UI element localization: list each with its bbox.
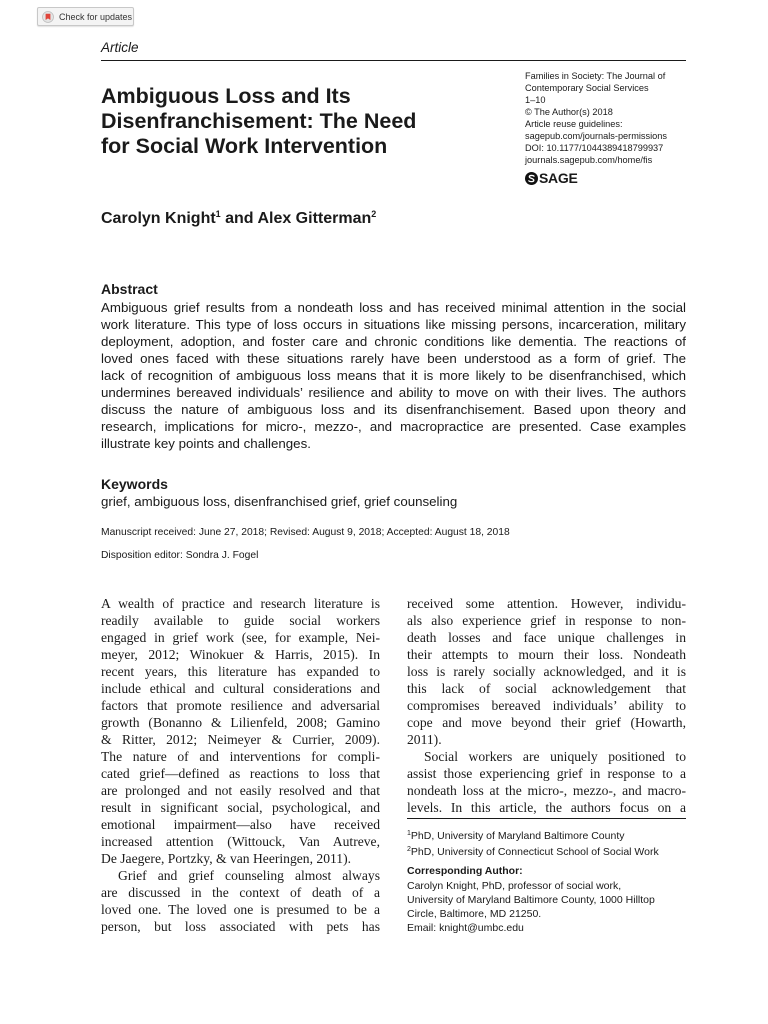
author-affiliation-marker: 2 (371, 209, 377, 219)
journal-name-line: Contemporary Social Services (525, 83, 649, 93)
header-rule (101, 60, 686, 61)
body-line: cope and move beyond their grief (Howarth, (407, 715, 686, 730)
author-list (101, 209, 376, 228)
abstract-line: deployment, adoption, and foster care and chronic conditions like dementia. The reactions of (101, 334, 686, 349)
check-for-updates-label: Check for updates (59, 11, 133, 22)
body-line: 2011). (407, 732, 442, 747)
body-line: engaged in grief work (see, for example, Nei- (101, 630, 380, 645)
title-line: for Social Work Intervention (101, 134, 388, 158)
affiliation-marker: 2 (407, 846, 411, 853)
corresponding-line: University of Maryland Baltimore County, 1000 Hilltop (407, 894, 655, 906)
body-line: Social workers are uniquely positioned to (424, 749, 686, 764)
body-line: als also experience grief in response to non- (407, 613, 686, 628)
article-type-label: Article (101, 40, 139, 55)
sage-s-icon (525, 172, 538, 185)
body-line: person, but loss associated with pets has (101, 919, 380, 934)
body-line: this lack of social acknowledgement that (407, 681, 686, 696)
body-line: recent years, this literature has expanded to (101, 664, 380, 679)
journal-name-line: Families in Society: The Journal of (525, 71, 666, 81)
publisher-name: SAGE (539, 170, 578, 186)
abstract-heading: Abstract (101, 281, 158, 297)
title-line: Ambiguous Loss and Its (101, 84, 351, 108)
author-name: Alex Gitterman (257, 210, 372, 227)
body-line: nondeath loss at the micro-, mezzo-, and macro- (407, 783, 686, 798)
abstract-line: discuss the nature of ambiguous loss and its disenfranchisement. Based upon theory and (101, 402, 686, 417)
author-name: Carolyn Knight (101, 210, 216, 227)
doi-link[interactable]: DOI: 10.1177/1044389418799937 (525, 143, 664, 153)
affiliation-line (407, 827, 659, 843)
abstract-line: work literature. This type of loss occurs in situations like missing persons, incarceration, military (101, 317, 686, 332)
crossmark-icon (42, 11, 54, 23)
body-line: factors that promote resilience and adversarial (101, 698, 380, 713)
page-range: 1–10 (525, 95, 546, 105)
corresponding-author-details (407, 879, 655, 935)
title-line: Disenfranchisement: The Need (101, 109, 417, 133)
body-line: & Ritter, 2012; Neimeyer & Currier, 2009). (101, 732, 380, 747)
footnote-rule (407, 818, 686, 819)
body-line: A wealth of practice and research literature is (101, 596, 380, 611)
body-line: increased attention (Wittouck, Van Autreve, (101, 834, 380, 849)
body-line: cated grief—defined as reactions to loss that (101, 766, 380, 781)
body-line: loved one. The loved one is presumed to be a (101, 902, 380, 917)
affiliation-marker: 1 (407, 830, 411, 837)
affiliation-line (407, 843, 659, 859)
keywords-list: grief, ambiguous loss, disenfranchised grief, grief counseling (101, 494, 458, 509)
body-line: their attempts to mourn their loss. Nondeath (407, 647, 686, 662)
affiliations (407, 827, 659, 859)
body-line: are prolonged and not easily resolved and that (101, 783, 380, 798)
permissions-link[interactable]: sagepub.com/journals-permissions (525, 131, 667, 141)
journal-meta (525, 70, 725, 187)
email-link[interactable]: Email: knight@umbc.edu (407, 922, 524, 934)
body-column-left (101, 595, 380, 935)
body-line: Grief and grief counseling almost always (118, 868, 380, 883)
body-line: levels. In this article, the authors focus on a (407, 800, 686, 815)
body-line: meyer, 2012; Winokuer & Harris, 2015). In (101, 647, 380, 662)
journal-home-link[interactable]: journals.sagepub.com/home/fis (525, 155, 653, 165)
body-line: growth (Bonanno & Lilienfeld, 2008; Gamino (101, 715, 380, 730)
abstract-line: Ambiguous grief results from a nondeath loss and has received minimal attention in the social (101, 300, 686, 315)
corresponding-author-heading: Corresponding Author: (407, 865, 523, 877)
body-line: loss is rarely socially acknowledged, and it is (407, 664, 686, 679)
body-line: emotional impairment—also have received (101, 817, 380, 832)
body-column-right (407, 595, 686, 816)
body-line: are discussed in the context of death of a (101, 885, 380, 900)
disposition-editor: Disposition editor: Sondra J. Fogel (101, 550, 259, 561)
abstract-body (101, 299, 686, 452)
abstract-line: loved ones faced with these situations rarely have been understood as a form of grief. The (101, 351, 686, 366)
manuscript-history: Manuscript received: June 27, 2018; Revised: August 9, 2018; Accepted: August 18, 2018 (101, 527, 510, 538)
author-affiliation-marker: 1 (215, 209, 221, 219)
body-line: death losses and face unique challenges in (407, 630, 686, 645)
corresponding-line: Circle, Baltimore, MD 21250. (407, 908, 542, 920)
body-line: compromises bereaved individuals’ ability to (407, 698, 686, 713)
abstract-line: lack of recognition of ambiguous loss means that it is more likely to be disenfranchised, which (101, 368, 686, 383)
body-line: assist those experiencing grief in response to a (407, 766, 686, 781)
affiliation-text: PhD, University of Maryland Baltimore County (410, 830, 625, 842)
abstract-line: illustrate key points and challenges. (101, 436, 311, 451)
reuse-guidelines-label: Article reuse guidelines: (525, 119, 623, 129)
body-line: include ethical and cultural considerations and (101, 681, 380, 696)
copyright-line: © The Author(s) 2018 (525, 107, 613, 117)
corresponding-line: Carolyn Knight, PhD, professor of social work, (407, 880, 622, 892)
body-line: De Jaegere, Portzky, & van Heeringen, 2011). (101, 851, 352, 866)
body-line: received some attention. However, individu- (407, 596, 686, 611)
body-line: result in significant social, psychological, and (101, 800, 380, 815)
abstract-line: undermines bereaved individuals’ resilience and ability to move on with their lives. The authors (101, 385, 686, 400)
body-line: readily available to guide social workers (101, 613, 380, 628)
author-conjunction: and (220, 210, 258, 227)
article-title (101, 84, 481, 159)
sage-logo (525, 169, 725, 187)
check-for-updates-button[interactable] (37, 7, 134, 26)
abstract-line: research, implications for micro-, mezzo-, and macropractice are presented. Case examples (101, 419, 686, 434)
body-line: The nature of and interventions for compli- (101, 749, 380, 764)
affiliation-text: PhD, University of Connecticut School of Social Work (410, 846, 659, 858)
keywords-heading: Keywords (101, 476, 168, 492)
